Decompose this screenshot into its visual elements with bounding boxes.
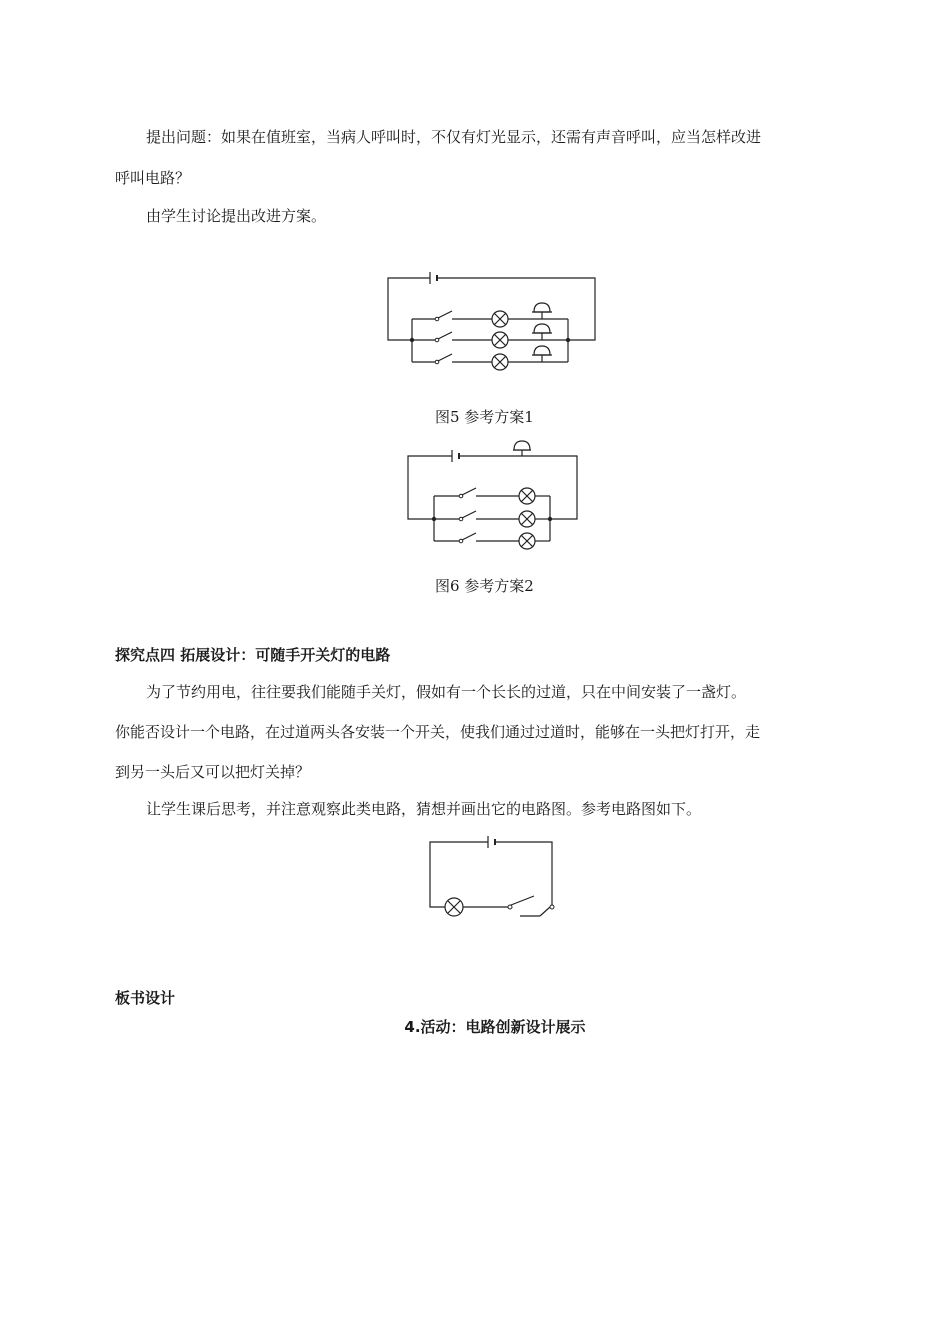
branch-1	[412, 303, 568, 327]
outer-wire-right	[495, 842, 552, 907]
paragraph-question-line2: 呼叫电路？	[115, 169, 191, 187]
switch-icon	[438, 354, 452, 361]
bell-icon	[508, 441, 536, 456]
branch-2	[412, 324, 568, 348]
board-design-heading: 板书设计	[115, 989, 176, 1007]
outer-wire-left	[388, 278, 430, 340]
board-design-title: 4.活动：电路创新设计展示	[404, 1018, 586, 1036]
figure-6-circuit-diagram	[402, 440, 592, 555]
switch-icon	[438, 311, 452, 318]
bell-icon	[532, 346, 552, 362]
two-way-switch-circuit-diagram	[424, 833, 564, 923]
branch-3	[412, 346, 568, 370]
switch-icon	[462, 511, 476, 518]
outer-wire-right	[438, 278, 595, 340]
switch-terminal-icon	[508, 905, 512, 909]
battery-icon	[452, 450, 459, 462]
paragraph-question-line1: 提出问题：如果在值班室，当病人呼叫时，不仅有灯光显示，还需有声音呼叫，应当怎样改进	[146, 128, 762, 146]
bell-icon	[532, 324, 552, 340]
switch-icon	[462, 488, 476, 495]
paragraph-scenario-line3: 到另一头后又可以把灯关掉？	[115, 763, 311, 781]
branch-2	[434, 511, 550, 527]
outer-wire-right	[536, 456, 577, 519]
switch-icon	[540, 907, 550, 916]
bell-icon	[532, 303, 552, 319]
paragraph-scenario-line2: 你能否设计一个电路，在过道两头各安装一个开关，使我们通过过道时，能够在一头把灯打开，走	[115, 723, 761, 741]
outer-wire-left	[408, 456, 452, 519]
paragraph-homework: 让学生课后思考，并注意观察此类电路，猜想并画出它的电路图。参考电路图如下。	[146, 800, 702, 818]
switch-terminal-icon	[550, 905, 554, 909]
paragraph-discussion: 由学生讨论提出改进方案。	[146, 207, 327, 225]
paragraph-scenario-line1: 为了节约用电，往往要我们能随手关灯，假如有一个长长的过道，只在中间安装了一盏灯。	[146, 683, 747, 701]
outer-wire-left	[430, 842, 488, 907]
switch-icon	[511, 896, 534, 905]
section-heading-explore-4: 探究点四 拓展设计：可随手开关灯的电路	[115, 646, 391, 664]
switch-icon	[438, 332, 452, 339]
figure-5-caption: 图5 参考方案1	[435, 408, 534, 426]
branch-3	[434, 533, 550, 549]
figure-6-caption: 图6 参考方案2	[435, 577, 534, 595]
battery-icon	[430, 272, 437, 284]
battery-icon	[488, 836, 495, 848]
branch-1	[434, 488, 550, 504]
figure-5-circuit-diagram	[380, 270, 610, 380]
switch-icon	[462, 533, 476, 540]
